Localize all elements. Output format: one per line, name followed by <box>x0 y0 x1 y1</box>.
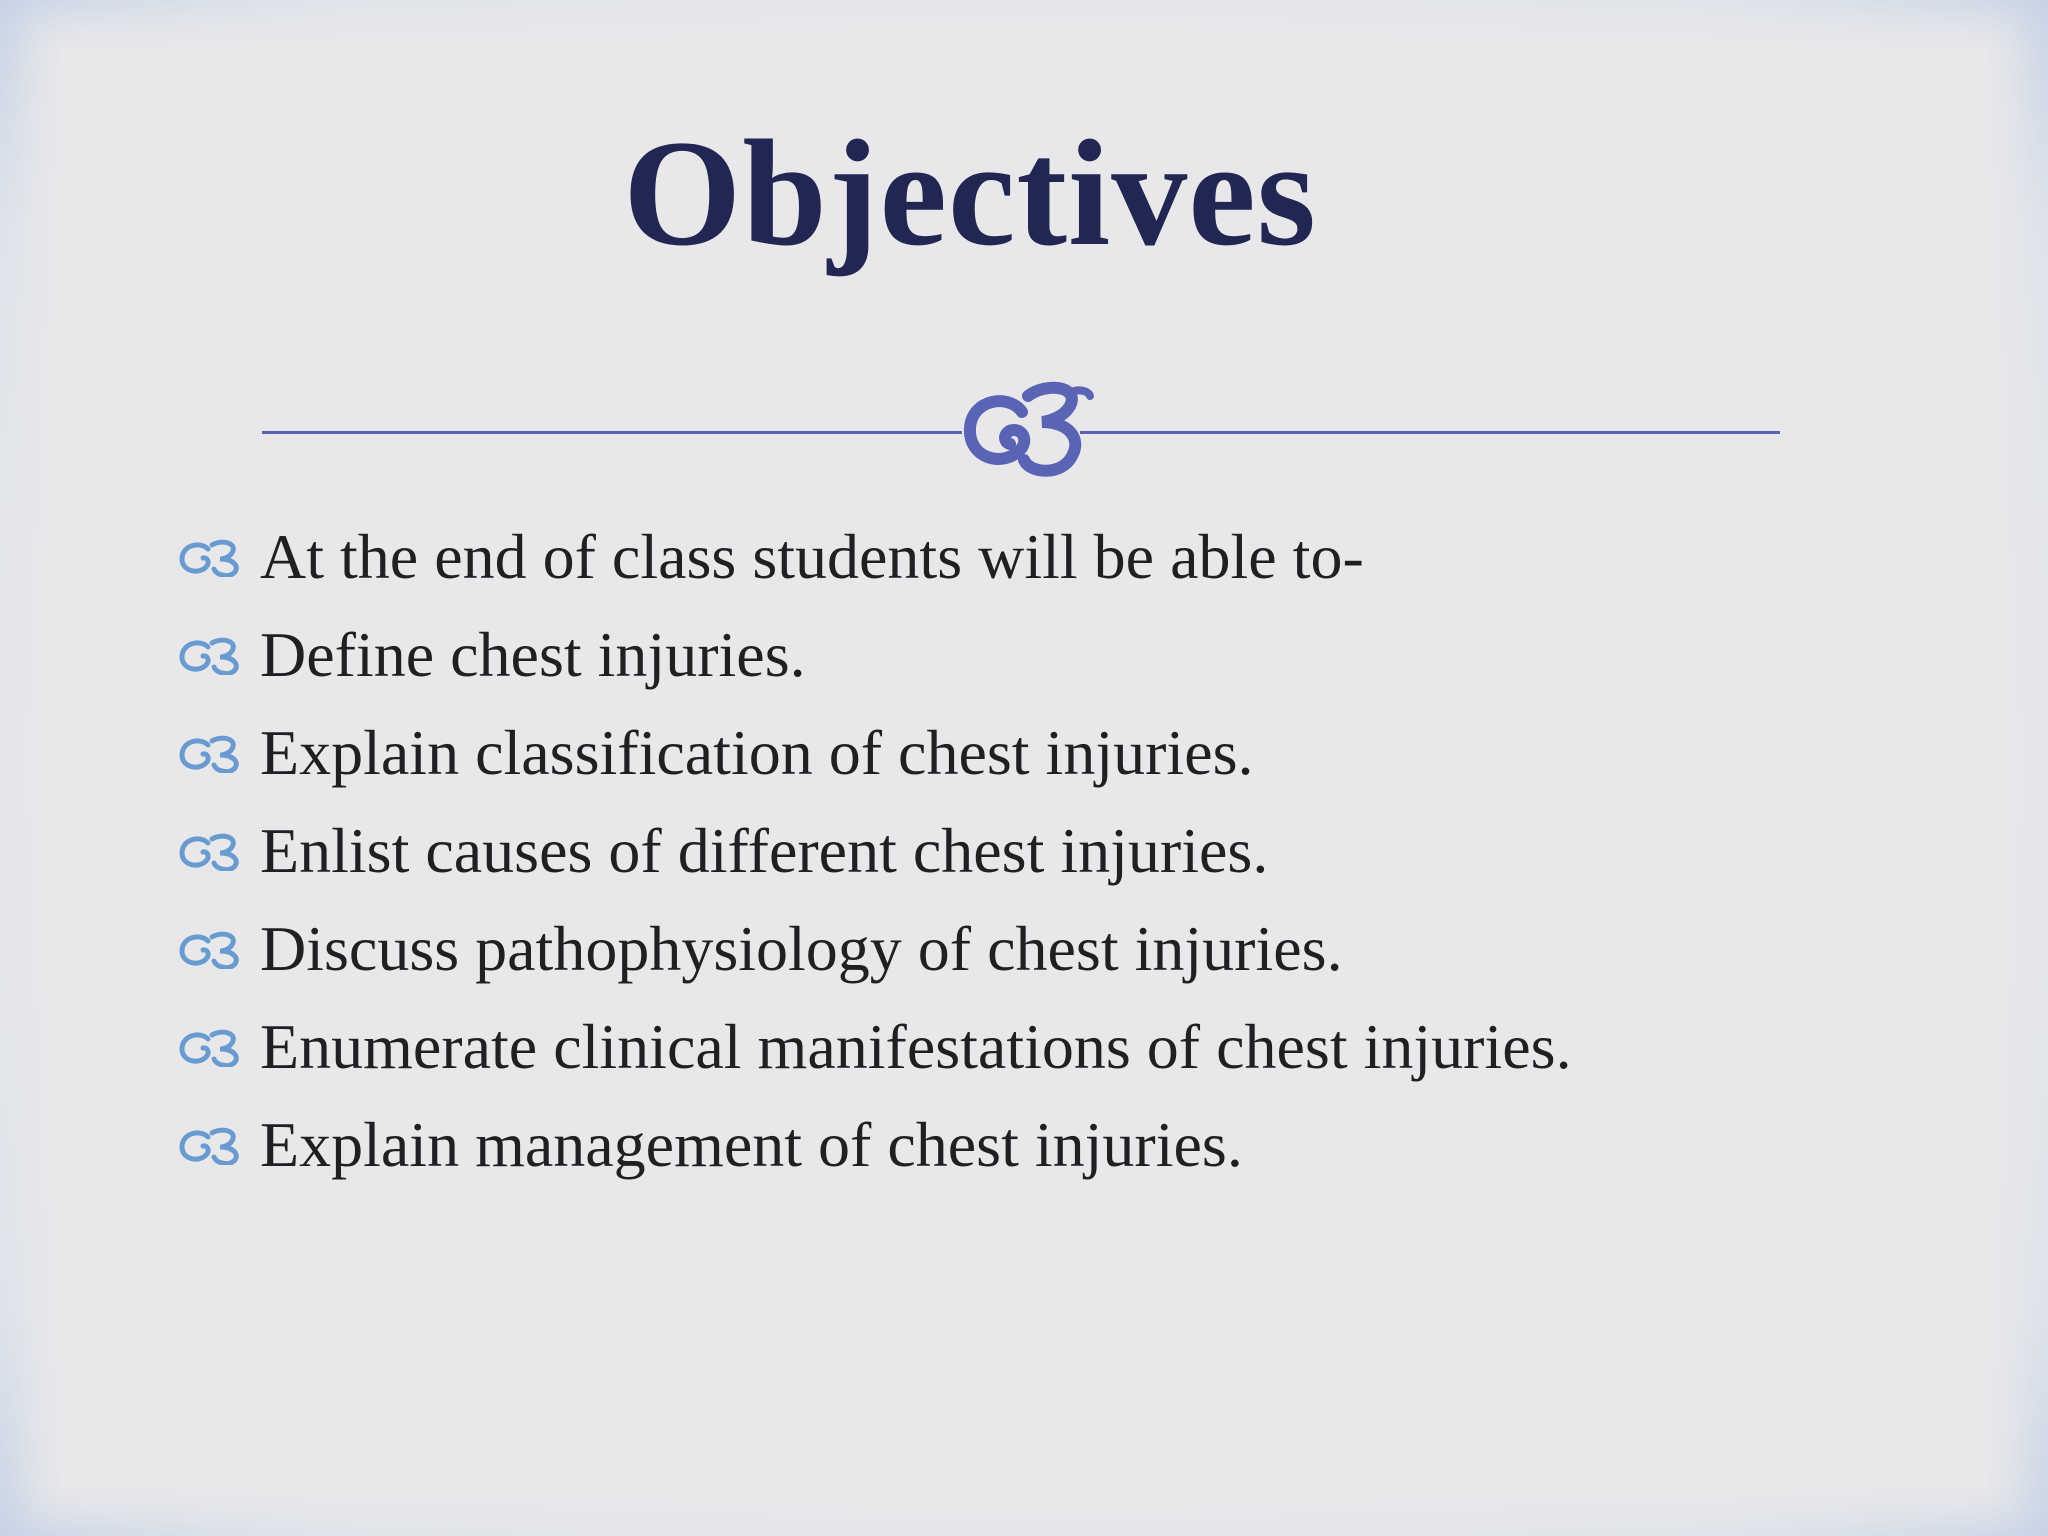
swirl-bullet-icon <box>178 733 244 773</box>
list-item <box>178 998 1572 1096</box>
list-item <box>178 606 1572 704</box>
list-item-text: Explain management of chest injuries. <box>260 1109 1243 1180</box>
ornament-swirl-icon <box>950 372 1100 482</box>
list-item <box>178 802 1572 900</box>
slide-title: Objectives <box>623 109 1317 277</box>
swirl-bullet-icon <box>178 929 244 969</box>
divider-line-left <box>262 431 962 434</box>
list-item-text: Enumerate clinical manifestations of chest injuries. <box>260 1011 1572 1082</box>
list-item-text: Discuss pathophysiology of chest injuries. <box>260 913 1343 984</box>
list-item <box>178 1096 1572 1194</box>
list-item-text: Enlist causes of different chest injuries. <box>260 815 1269 886</box>
swirl-bullet-icon <box>178 1027 244 1067</box>
swirl-bullet-icon <box>178 831 244 871</box>
divider-line-right <box>1080 431 1780 434</box>
objectives-list <box>178 508 1572 1194</box>
list-item <box>178 900 1572 998</box>
list-item-text: Explain classification of chest injuries. <box>260 717 1254 788</box>
swirl-bullet-icon <box>178 1125 244 1165</box>
list-item-text: At the end of class students will be able to- <box>260 521 1364 592</box>
list-item <box>178 508 1572 606</box>
list-item <box>178 704 1572 802</box>
list-item-text: Define chest injuries. <box>260 619 806 690</box>
swirl-bullet-icon <box>178 635 244 675</box>
swirl-bullet-icon <box>178 537 244 577</box>
